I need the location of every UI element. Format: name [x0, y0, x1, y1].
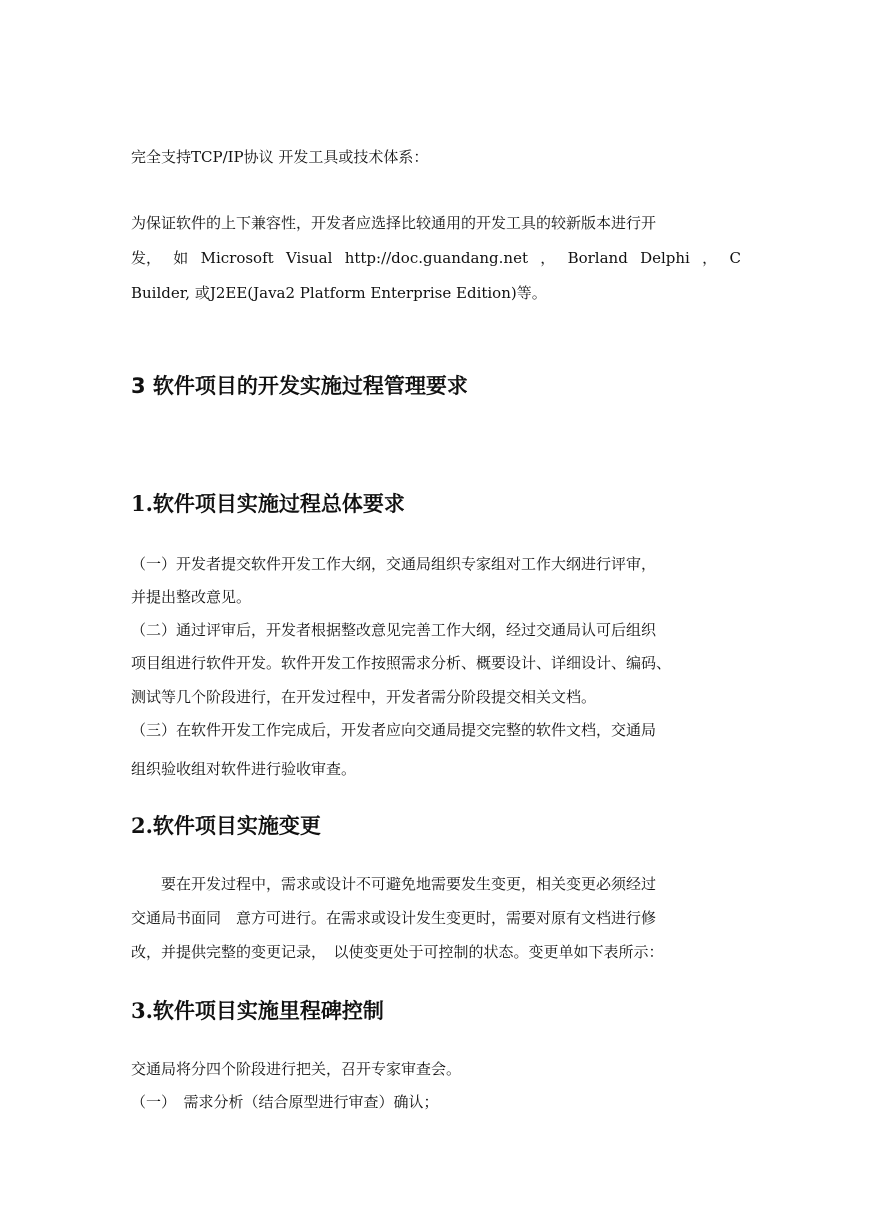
intro-paragraph-line-2 [131, 247, 741, 269]
sub1-line: （三）在软件开发工作完成后，开发者应向交通局提交完整的软件文档，交通局 [131, 721, 657, 739]
sub1-line: 测试等几个阶段进行，在开发过程中，开发者需分阶段提交相关文档。 [131, 688, 597, 706]
intro-word: http://doc.guandang.net [344, 249, 528, 267]
intro-word: C [729, 249, 741, 267]
subsection-heading-2: 2.软件项目实施变更 [131, 813, 321, 838]
intro-word: ， [702, 249, 718, 267]
intro-word: 如 [173, 249, 189, 267]
intro-word: Visual [285, 249, 333, 267]
intro-paragraph-line-3: Builder, 或J2EE(Java2 Platform Enterprise Edition)等。 [131, 284, 547, 302]
sub2-line: 要在开发过程中，需求或设计不可避免地需要发生变更，相关变更必须经过 [131, 875, 657, 893]
intro-word: 发， [131, 249, 162, 267]
sub2-line: 交通局书面同 意方可进行。在需求或设计发生变更时，需要对原有文档进行修 [131, 909, 657, 927]
sub1-line: （一）开发者提交软件开发工作大纲，交通局组织专家组对工作大纲进行评审， [131, 555, 657, 573]
sub3-line: 交通局将分四个阶段进行把关，召开专家审查会。 [131, 1060, 462, 1078]
section-heading: 3 软件项目的开发实施过程管理要求 [131, 374, 468, 398]
sub1-line: 并提出整改意见。 [131, 588, 252, 606]
intro-word: Borland [567, 249, 628, 267]
sub1-line: 组织验收组对软件进行验收审查。 [131, 760, 357, 778]
sub1-line: 项目组进行软件开发。软件开发工作按照需求分析、概要设计、详细设计、编码、 [131, 654, 672, 672]
sub2-line: 改，并提供完整的变更记录， 以使变更处于可控制的状态。变更单如下表所示： [131, 943, 664, 961]
sub3-line: （一） 需求分析（结合原型进行审查）确认； [131, 1093, 439, 1111]
intro-paragraph-line-1: 为保证软件的上下兼容性，开发者应选择比较通用的开发工具的较新版本进行开 [131, 214, 657, 232]
intro-word: Microsoft [200, 249, 274, 267]
subsection-heading-1: 1.软件项目实施过程总体要求 [131, 491, 405, 516]
subsection-heading-3: 3.软件项目实施里程碑控制 [131, 998, 384, 1023]
intro-line: 完全支持TCP/IP协议 开发工具或技术体系： [131, 148, 429, 166]
intro-word: ， [540, 249, 556, 267]
intro-word: Delphi [640, 249, 690, 267]
sub1-line: （二）通过评审后，开发者根据整改意见完善工作大纲，经过交通局认可后组织 [131, 621, 657, 639]
